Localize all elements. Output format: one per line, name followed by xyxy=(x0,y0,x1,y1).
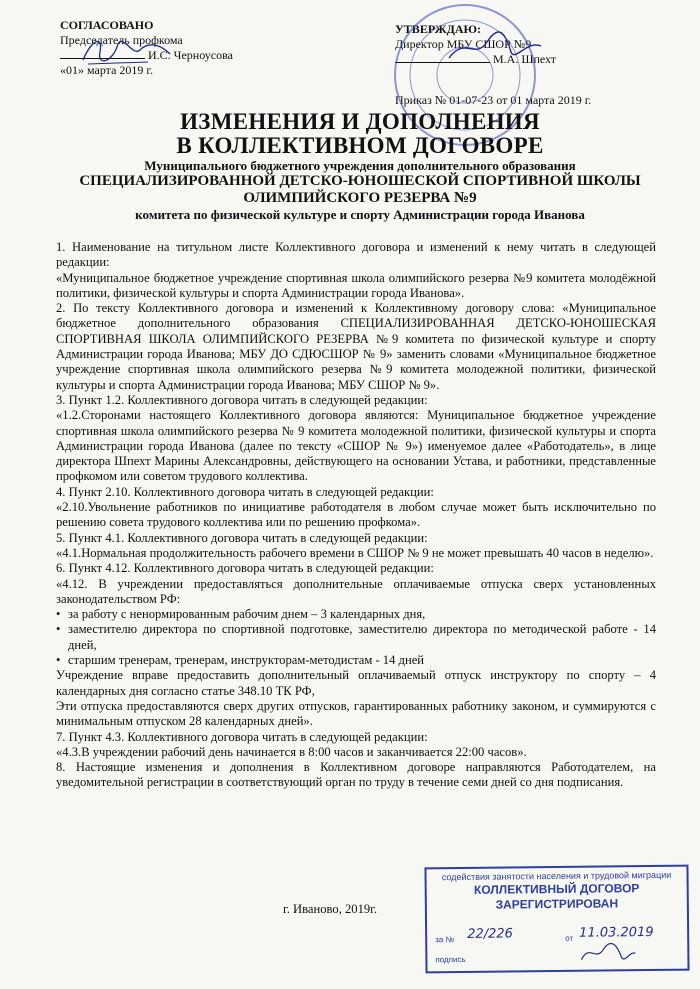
approval-left-date: «01» марта 2019 г. xyxy=(60,63,153,77)
title-line-6: комитета по физической культуре и спорту Администрации города Иванова xyxy=(135,207,585,222)
stamp-signature xyxy=(577,941,637,966)
stamp-no-value: 22/226 xyxy=(467,926,513,942)
paragraph-3: 2. По тексту Коллективного договора и изменений к Коллективному договору слова: «Муниципальное бюджетное дополнительного образования СПЕЦИАЛИЗИРОВАННАЯ ДЕТСКО-ЮНОШЕСКАЯ СПОРТИВНАЯ ШКОЛА ОЛИМПИЙСКОГО РЕЗЕРВА №9 комитета по физической культуре и спорту Администрации города Иванова; МБУ ДО СДЮСШОР № 9» заменить словами «Муниципальное бюджетное учреждение спортивная школа олимпийского резерва №9 комитета молодежной политики, физической культуры и спорта Администрации города Иванова; МБУ СШОР № 9». xyxy=(56,301,656,392)
paragraph-8: 5. Пункт 4.1. Коллективного договора читать в следующей редакции: xyxy=(56,530,428,545)
approval-left-signer: И.С. Черноусова xyxy=(148,48,233,62)
paragraph-2: «Муниципальное бюджетное учреждение спортивная школа олимпийского резерва №9 комитета молодёжной политики, физической культуры и спорта Администрации города Иванова». xyxy=(56,270,656,300)
approval-left-signer-line xyxy=(60,48,320,63)
paragraph-6: 4. Пункт 2.10. Коллективного договора читать в следующей редакции: xyxy=(56,484,434,499)
stamp-sign-label: подпись xyxy=(435,954,466,965)
paragraph-11: «4.12. В учреждении предоставляться дополнительные оплачиваемые отпуска сверх установленных законодательством РФ: xyxy=(56,576,656,606)
approval-left-label: СОГЛАСОВАНО xyxy=(60,18,154,32)
title-line-2: В КОЛЛЕКТИВНОМ ДОГОВОРЕ xyxy=(176,133,544,158)
stamp-org: содействия занятости населения и трудовой миграции xyxy=(441,869,672,883)
document-title xyxy=(60,110,660,222)
paragraph-9: «4.1.Нормальная продолжительность рабочего времени в СШОР № 9 не может превышать 40 часов в неделю». xyxy=(56,545,654,560)
approval-left xyxy=(60,18,320,78)
stamp-no-label: за № xyxy=(435,935,455,945)
title-line-3: Муниципального бюджетного учреждения дополнительного образования xyxy=(144,158,576,173)
registration-stamp xyxy=(424,865,689,974)
paragraph-15: «4.3.В учреждении рабочий день начинается в 8:00 часов и заканчивается 22:00 часов». xyxy=(56,744,527,759)
title-line-5: ОЛИМПИЙСКОГО РЕЗЕРВА №9 xyxy=(243,190,477,206)
paragraph-1: 1. Наименование на титульном листе Коллективного договора и изменений к нему читать в следующей редакции: xyxy=(56,240,656,270)
paragraph-7: «2.10.Увольнение работников по инициативе работодателя в любом случае может быть исключительно по решению совета трудового коллектива или по решению профкома». xyxy=(56,500,656,530)
document-body xyxy=(56,240,656,791)
approval-right-signer: М.А. Шпехт xyxy=(493,52,556,66)
approval-right-signer-line xyxy=(395,52,675,67)
paragraph-4: 3. Пункт 1.2. Коллективного договора читать в следующей редакции: xyxy=(56,392,428,407)
paragraph-5: «1.2.Сторонами настоящего Коллективного договора являются: Муниципальное бюджетное учреждение спортивная школа олимпийского резерва № 9 комитета молодежной политики, физической культуры и спорта Администрации города Иванова (далее по тексту «СШОР № 9») именуемое далее «Работодатель», в лице директора Шпехт Марины Александровны, действующего на основании Устава, и работники, представленные профкомом или советом трудового коллектива. xyxy=(56,408,656,484)
approval-right-position: Директор МБУ СШОР №9 xyxy=(395,37,532,51)
bullet-item-2: • заместителю директора по спортивной подготовке, заместителю директора по методической работе - 14 дней, xyxy=(56,622,656,653)
approval-right-label: УТВЕРЖДАЮ: xyxy=(395,22,482,36)
approval-right xyxy=(395,22,675,67)
paragraph-16: 8. Настоящие изменения и дополнения в Коллективном договоре направляются Работодателем, на уведомительной регистрации в соответствующий орган по труду в течение семи дней со дня подписания. xyxy=(56,760,656,790)
paragraph-13: Эти отпуска предоставляются сверх других отпусков, гарантированных работнику законом, и суммируются с минимальным отпуском 28 календарных дней». xyxy=(56,698,656,729)
paragraph-14: 7. Пункт 4.3. Коллективного договора читать в следующей редакции: xyxy=(56,729,428,744)
title-line-1: ИЗМЕНЕНИЯ И ДОПОЛНЕНИЯ xyxy=(180,109,540,134)
stamp-from-value: 11.03.2019 xyxy=(579,924,654,941)
order-number: Приказ № 01-07-23 от 01 марта 2019 г. xyxy=(395,93,592,107)
bullet-item-1: • за работу с ненормированным рабочим днем – 3 календарных дня, xyxy=(56,607,656,622)
stamp-line-2: ЗАРЕГИСТРИРОВАН xyxy=(495,896,619,912)
city-year: г. Иваново, 2019г. xyxy=(283,902,378,916)
stamp-from-label: от xyxy=(565,933,574,943)
stamp-line-1: КОЛЛЕКТИВНЫЙ ДОГОВОР xyxy=(473,881,640,897)
title-line-4: СПЕЦИАЛИЗИРОВАННОЙ ДЕТСКО-ЮНОШЕСКОЙ СПОРТИВНОЙ ШКОЛЫ xyxy=(79,173,641,189)
paragraph-12: Учреждение вправе предоставить дополнительный оплачиваемый отпуск инструктору по спорту – 4 календарных дня согласно статье 348.10 ТК РФ, xyxy=(56,668,656,698)
bullet-item-3: • старшим тренерам, тренерам, инструкторам-методистам - 14 дней xyxy=(56,653,656,668)
paragraph-10: 6. Пункт 4.12. Коллективного договора читать в следующей редакции: xyxy=(56,561,434,576)
approval-left-position: Председатель профкома xyxy=(60,33,183,47)
